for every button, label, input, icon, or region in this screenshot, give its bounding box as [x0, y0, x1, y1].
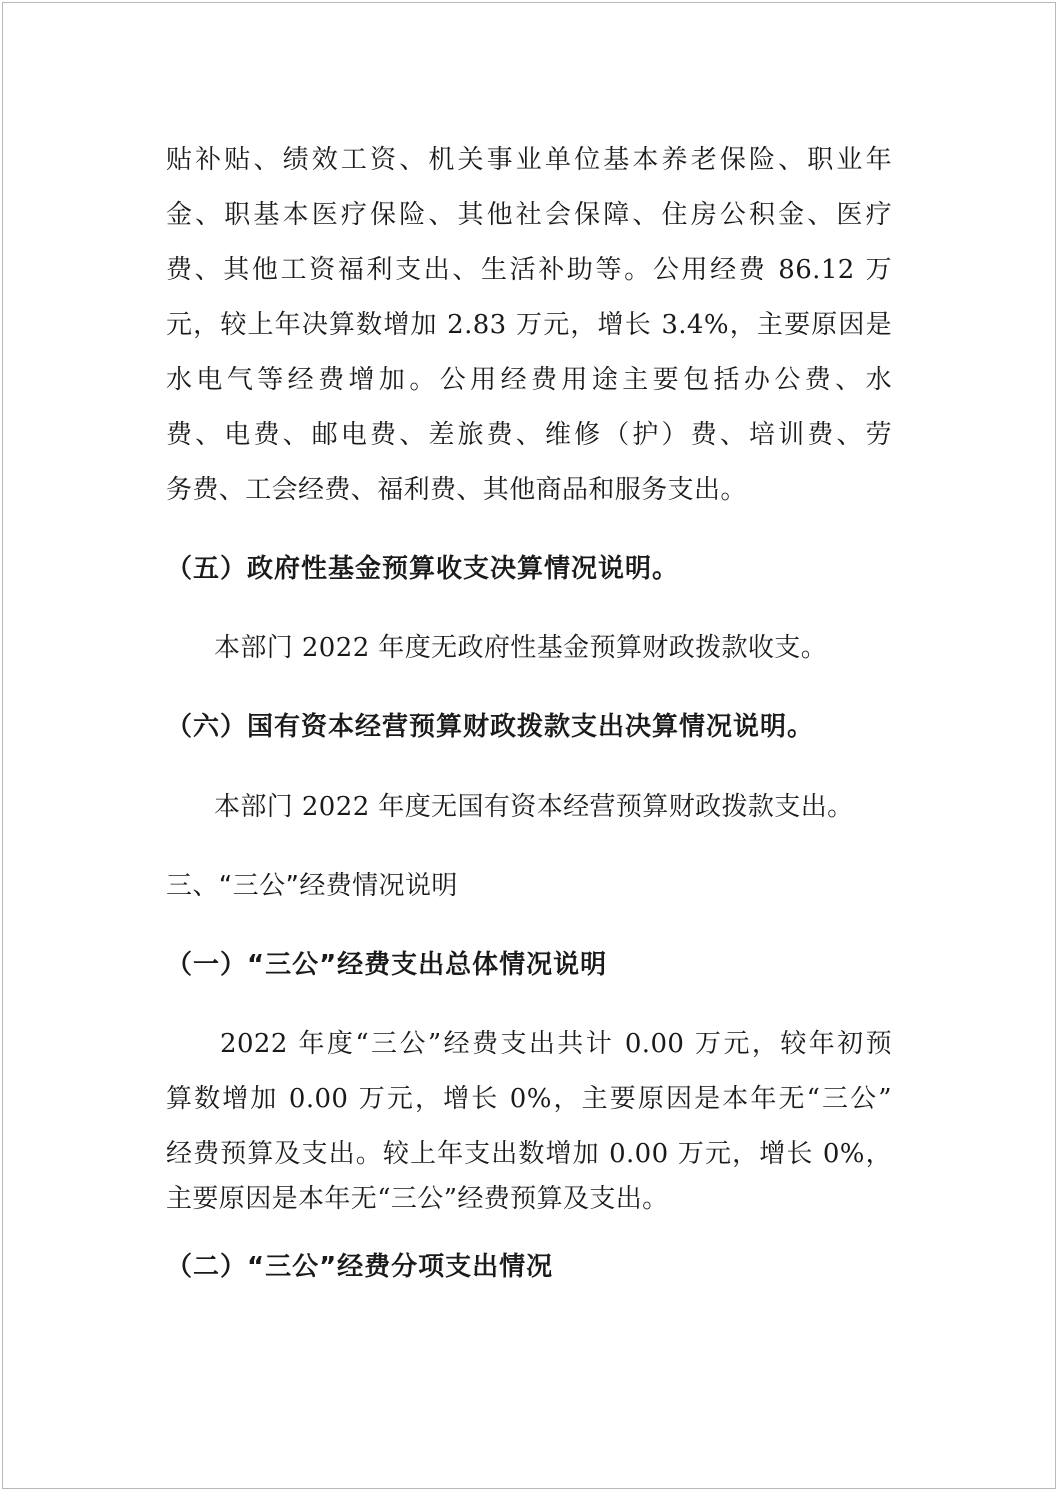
paragraph-line: 务费、工会经费、福利费、其他商品和服务支出。	[166, 475, 747, 505]
paragraph-line: 2022 年度“三公”经费支出共计 0.00 万元，较年初预	[220, 1029, 892, 1059]
paragraph-line: 主要原因是本年无“三公”经费预算及支出。	[166, 1184, 669, 1214]
paragraph-6: 本部门 2022 年度无国有资本经营预算财政拨款支出。	[214, 792, 854, 822]
heading-3-1: （一）“三公”经费支出总体情况说明	[166, 950, 608, 980]
paragraph-line: 费、电费、邮电费、差旅费、维修（护）费、培训费、劳	[166, 420, 892, 450]
paragraph-line: 贴补贴、绩效工资、机关事业单位基本养老保险、职业年	[166, 145, 892, 175]
heading-5: （五）政府性基金预算收支决算情况说明。	[166, 554, 680, 584]
paragraph-line: 费、其他工资福利支出、生活补助等。公用经费 86.12 万	[166, 255, 892, 285]
paragraph-line: 水电气等经费增加。公用经费用途主要包括办公费、水	[166, 365, 892, 395]
paragraph-line: 元，较上年决算数增加 2.83 万元，增长 3.4%，主要原因是	[166, 310, 892, 340]
section-3-title: 三、“三公”经费情况说明	[166, 871, 458, 901]
paragraph-line: 金、职基本医疗保险、其他社会保障、住房公积金、医疗	[166, 200, 892, 230]
paragraph-line: 经费预算及支出。较上年支出数增加 0.00 万元，增长 0%，	[166, 1139, 892, 1169]
heading-3-2: （二）“三公”经费分项支出情况	[166, 1252, 554, 1282]
paragraph-line: 算数增加 0.00 万元，增长 0%，主要原因是本年无“三公”	[166, 1084, 892, 1114]
heading-6: （六）国有资本经营预算财政拨款支出决算情况说明。	[166, 712, 815, 742]
paragraph-5: 本部门 2022 年度无政府性基金预算财政拨款收支。	[214, 633, 828, 663]
